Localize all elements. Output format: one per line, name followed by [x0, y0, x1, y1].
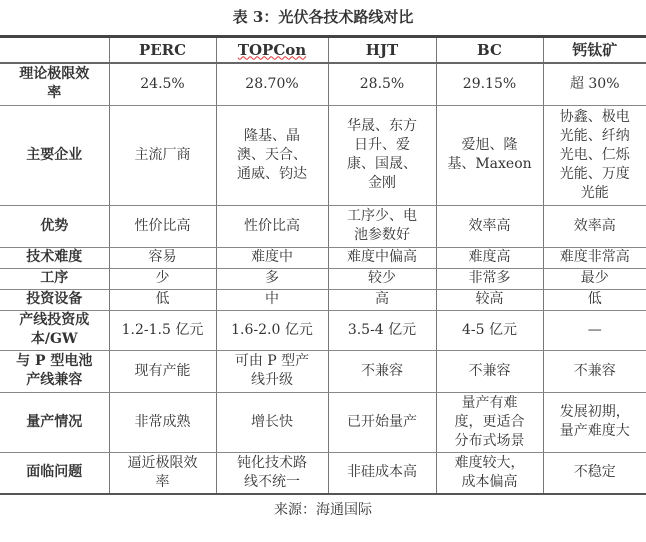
table-row: [0, 247, 646, 268]
table-cell: 较高: [436, 289, 543, 310]
row-label: 量产情况: [0, 392, 109, 452]
table-cell: 难度较大， 成本偏高: [436, 452, 543, 494]
table-cell: 发展初期， 量产难度大: [543, 392, 646, 452]
table-cell: 效率高: [436, 205, 543, 247]
table-cell: 中: [216, 289, 328, 310]
table-title: 表 3：光伏各技术路线对比: [232, 8, 414, 26]
table-cell: 容易: [109, 247, 216, 268]
table-row: [0, 452, 646, 494]
table-cell: 较少: [328, 268, 436, 289]
table-cell: 不兼容: [436, 350, 543, 392]
table-cell: 1.2-1.5 亿元: [109, 310, 216, 350]
header-cell: HJT: [328, 37, 436, 64]
comparison-table: [0, 35, 646, 495]
table-cell: 4-5 亿元: [436, 310, 543, 350]
row-label: 理论极限效 率: [0, 63, 109, 105]
table-cell: 华晟、东方 日升、爱 康、国晟、 金刚: [328, 105, 436, 205]
table-cell: 少: [109, 268, 216, 289]
table-cell: 协鑫、极电 光能、纤纳 光电、仁烁 光能、万度 光能: [543, 105, 646, 205]
table-cell: 不兼容: [543, 350, 646, 392]
row-label: 产线投资成 本/GW: [0, 310, 109, 350]
table-cell: 效率高: [543, 205, 646, 247]
table-cell: 多: [216, 268, 328, 289]
table-row: [0, 63, 646, 105]
table-row: [0, 105, 646, 205]
header-label: TOPCon: [237, 40, 307, 59]
table-cell: 低: [543, 289, 646, 310]
table-cell: 钝化技术路 线不统一: [216, 452, 328, 494]
table-cell: 最少: [543, 268, 646, 289]
table-cell: 难度非常高: [543, 247, 646, 268]
table-cell: 增长快: [216, 392, 328, 452]
table-cell: 非硅成本高: [328, 452, 436, 494]
table-cell: 1.6-2.0 亿元: [216, 310, 328, 350]
table-row: [0, 289, 646, 310]
table-cell: 高: [328, 289, 436, 310]
table-cell: 非常成熟: [109, 392, 216, 452]
table-cell: 28.5%: [328, 63, 436, 105]
table-cell: 难度中偏高: [328, 247, 436, 268]
row-label: 主要企业: [0, 105, 109, 205]
table-cell: 性价比高: [109, 205, 216, 247]
table-cell: 主流厂商: [109, 105, 216, 205]
table-row: [0, 205, 646, 247]
source-note: 来源：海通国际: [274, 502, 372, 518]
table-row: [0, 350, 646, 392]
table-row: [0, 392, 646, 452]
header-cell: [0, 37, 109, 64]
header-cell: BC: [436, 37, 543, 64]
table-cell: 爱旭、隆 基、Maxeon: [436, 105, 543, 205]
table-cell: 低: [109, 289, 216, 310]
table-cell: 超 30%: [543, 63, 646, 105]
table-cell: 已开始量产: [328, 392, 436, 452]
table-cell: 难度高: [436, 247, 543, 268]
table-cell: 量产有难 度，更适合 分布式场景: [436, 392, 543, 452]
table-cell: 非常多: [436, 268, 543, 289]
row-label: 技术难度: [0, 247, 109, 268]
table-cell: 28.70%: [216, 63, 328, 105]
header-cell: [216, 37, 328, 64]
table-cell: 现有产能: [109, 350, 216, 392]
row-label: 与 P 型电池 产线兼容: [0, 350, 109, 392]
table-cell: —: [543, 310, 646, 350]
table-row: [0, 268, 646, 289]
table-cell: 工序少、电 池参数好: [328, 205, 436, 247]
table-cell: 逼近极限效 率: [109, 452, 216, 494]
table-cell: 难度中: [216, 247, 328, 268]
row-label: 面临问题: [0, 452, 109, 494]
table-cell: 不稳定: [543, 452, 646, 494]
row-label: 优势: [0, 205, 109, 247]
table-cell: 29.15%: [436, 63, 543, 105]
table-cell: 不兼容: [328, 350, 436, 392]
header-cell: 钙钛矿: [543, 37, 646, 64]
table-cell: 隆基、晶 澳、天合、 通威、钧达: [216, 105, 328, 205]
header-row: [0, 37, 646, 64]
row-label: 工序: [0, 268, 109, 289]
table-cell: 可由 P 型产 线升级: [216, 350, 328, 392]
row-label: 投资设备: [0, 289, 109, 310]
table-row: [0, 310, 646, 350]
table-cell: 24.5%: [109, 63, 216, 105]
header-cell: PERC: [109, 37, 216, 64]
table-cell: 性价比高: [216, 205, 328, 247]
table-cell: 3.5-4 亿元: [328, 310, 436, 350]
